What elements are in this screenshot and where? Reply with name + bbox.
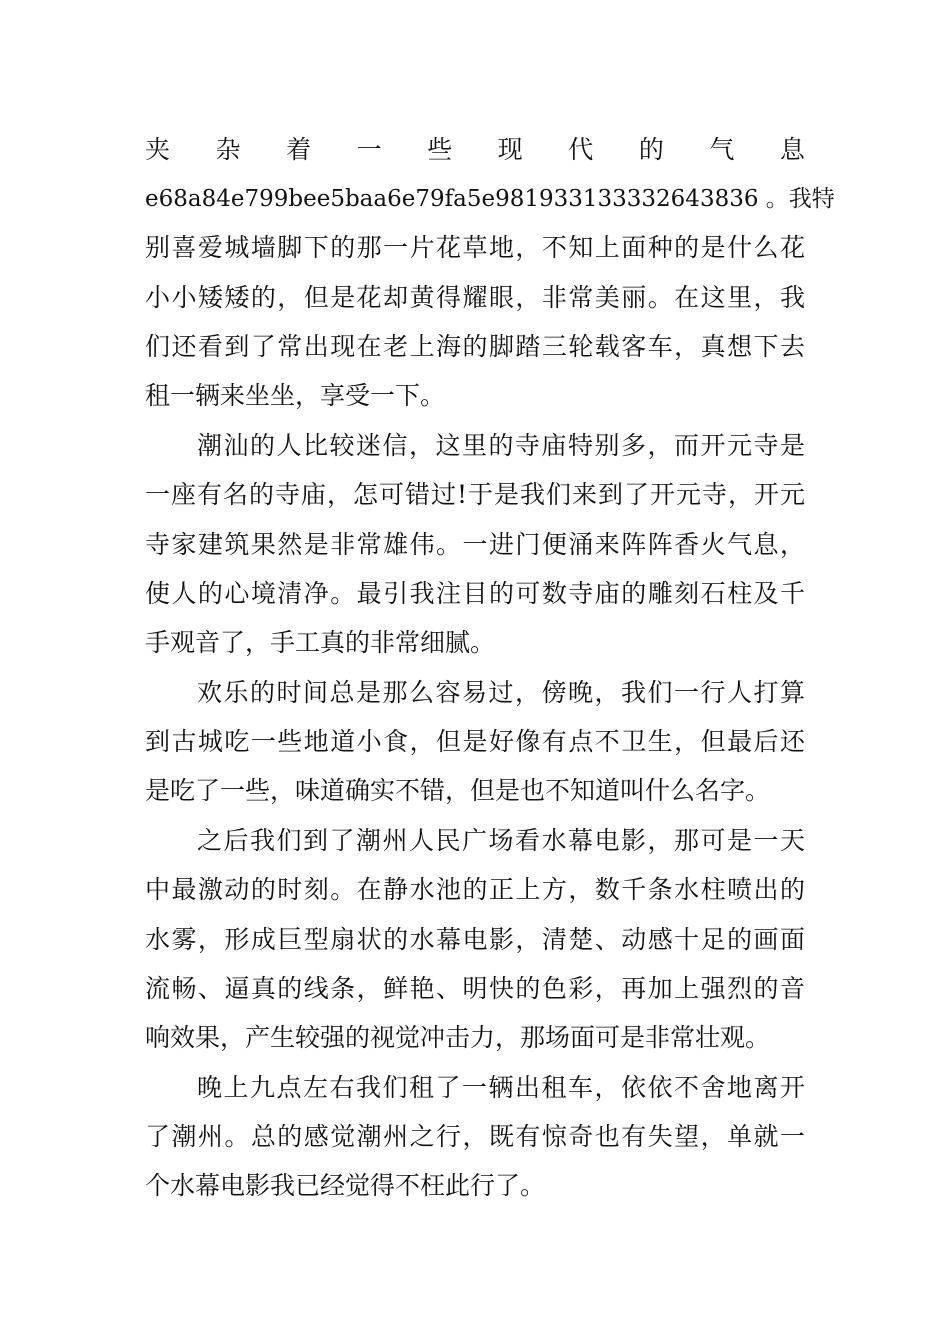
paragraph-start-line: 之后我们到了潮州人民广场看水幕电影，那可是一天: [197, 826, 805, 855]
paragraph-start-line: 晚上九点左右我们租了一辆出租车，依依不舍地离开: [197, 1073, 805, 1102]
char: 现: [497, 135, 523, 164]
char: 着: [286, 135, 312, 164]
text-line: 个水幕电影我已经觉得不枉此行了。: [145, 1171, 546, 1200]
text-line: 到古城吃一些地道小食，但是好像有点不卫生，但最后还: [145, 727, 805, 756]
char: 些: [427, 135, 453, 164]
char: 息: [779, 135, 805, 164]
char: 夹: [145, 135, 171, 164]
text-line: 是吃了一些，味道确实不错，但是也不知道叫什么名字。: [145, 776, 771, 805]
text-line: 一座有名的寺庙，怎可错过!于是我们来到了开元寺，开元: [145, 480, 805, 509]
text-line: 使人的心境清净。最引我注目的可数寺庙的雕刻石柱及千: [145, 579, 805, 608]
char: 代: [568, 135, 594, 164]
text-line: 响效果，产生较强的视觉冲击力，那场面可是非常壮观。: [145, 1023, 771, 1052]
text-line: 寺家建筑果然是非常雄伟。一进门便涌来阵阵香火气息，: [145, 530, 805, 559]
text-line: 流畅、逼真的线条，鲜艳、明快的色彩，再加上强烈的音: [145, 974, 805, 1003]
paragraph-start-line: 欢乐的时间总是那么容易过，傍晚，我们一行人打算: [197, 678, 805, 707]
text-line: 水雾，形成巨型扇状的水幕电影，清楚、动感十足的画面: [145, 925, 805, 954]
text-line: 别喜爱城墙脚下的那一片花草地，不知上面种的是什么花: [145, 233, 805, 262]
char: 杂: [215, 135, 241, 164]
text-line: 们还看到了常出现在老上海的脚踏三轮载客车，真想下去: [145, 332, 805, 361]
text-line: 了潮州。总的感觉潮州之行，既有惊奇也有失望，单就一: [145, 1122, 805, 1151]
char: 气: [709, 135, 735, 164]
paragraph-start-line: 潮汕的人比较迷信，这里的寺庙特别多，而开元寺是: [197, 431, 805, 460]
text-line: 小小矮矮的，但是花却黄得耀眼，非常美丽。在这里，我: [145, 283, 805, 312]
first-line: [145, 130, 805, 170]
text-line: 租一辆来坐坐，享受一下。: [145, 381, 446, 410]
char: 的: [638, 135, 664, 164]
text-line: 中最激动的时刻。在静水池的正上方，数千条水柱喷出的: [145, 875, 805, 904]
char: 一: [356, 135, 382, 164]
text-line: 手观音了，手工真的非常细腻。: [145, 628, 496, 657]
text-line: e68a84e799bee5baa6e79fa5e981933133332643836 。我特: [145, 186, 835, 212]
